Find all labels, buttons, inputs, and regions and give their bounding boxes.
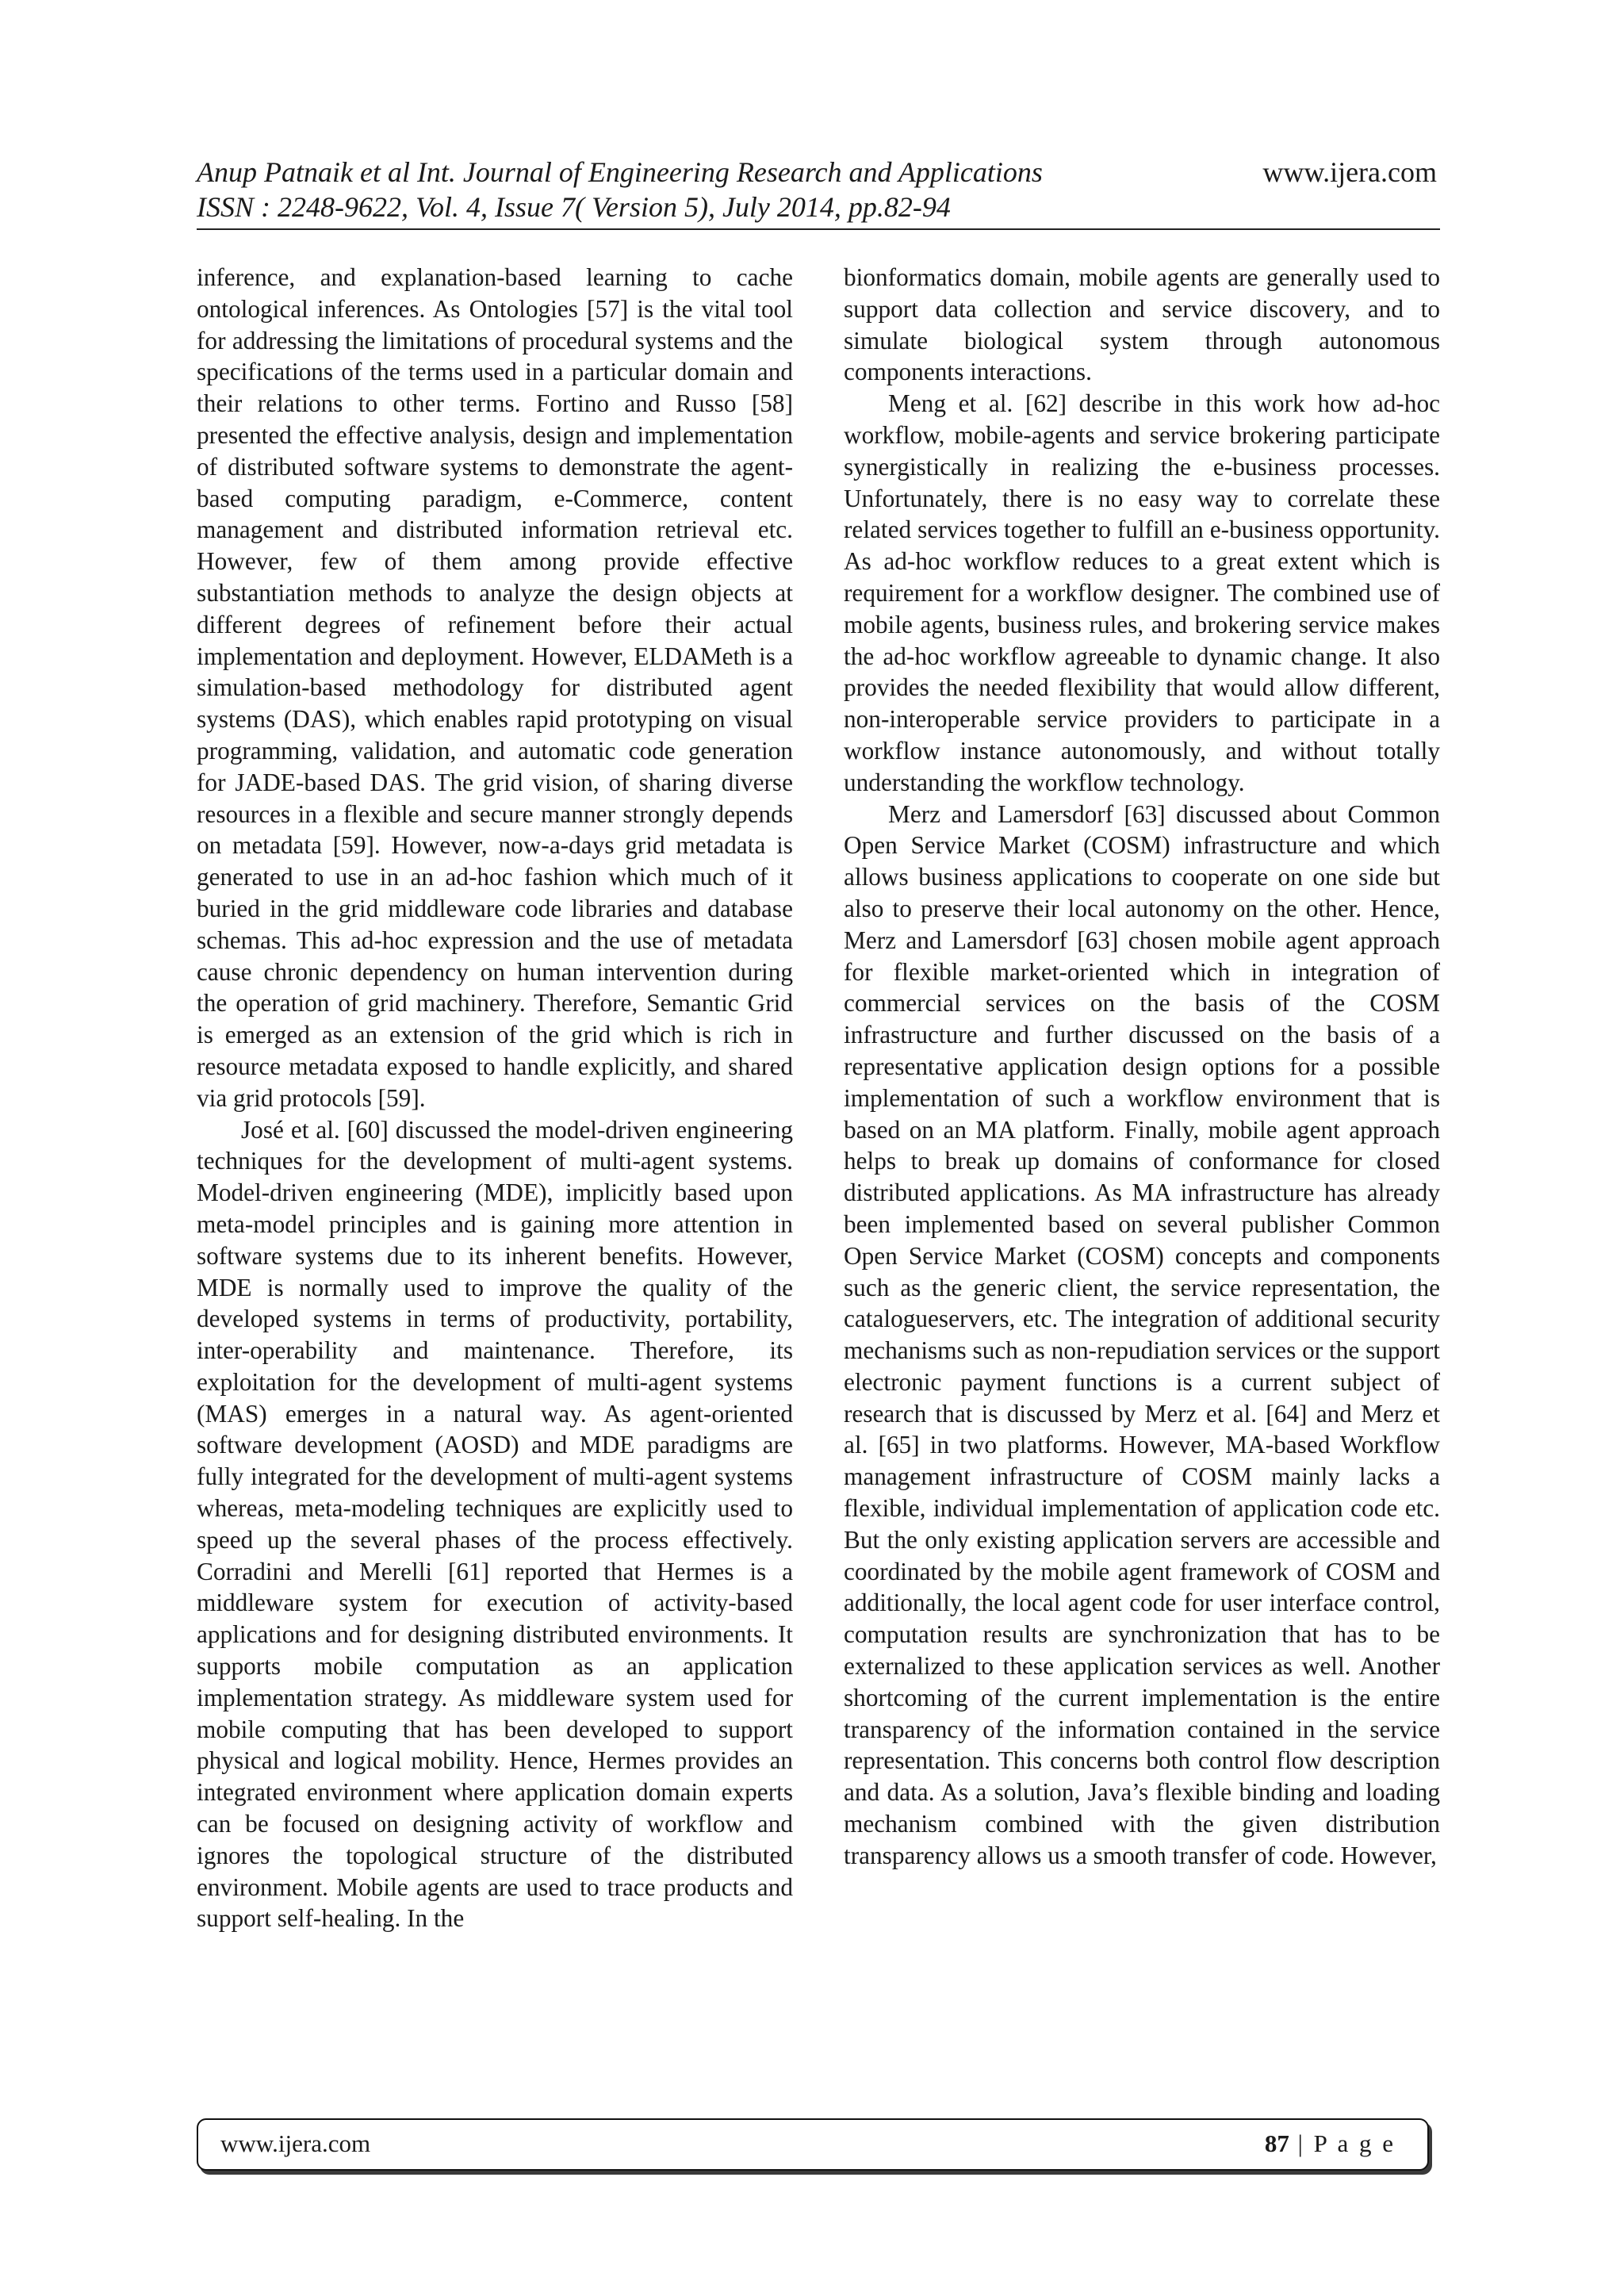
footer-website-link[interactable]: www.ijera.com — [220, 2129, 371, 2157]
body-paragraph: Merz and Lamersdorf [63] discussed about Common Open Service Market (COSM) infrastructure and which allows business applications to cooperate on one side but also to preserve their local autonomy on the other. Hence, Merz and Lamersdorf [63] chosen mobile agent approach for flexible market-oriented which in integration of commercial services on the basis of the COSM infrastructure and further discussed on the basis of a representative application design options for a possible implementation of such a workflow environment that is based on an MA platform. Finally, mobile agent approach helps to break up domains of conformance for closed distributed applications. As MA infrastructure has already been implemented based on several publisher Common Open Service Market (COSM) concepts and components such as the generic client, the service representation, the catalogueservers, etc. The integration of additional security mechanisms such as non-repudiation services or the support electronic payment functions is a current subject of research that is discussed by Merz et al. [64] and Merz et al. [65] in two platforms. However, MA-based Workflow management infrastructure of COSM mainly lacks a flexible, individual implementation of application code etc. But the only existing application servers are accessible and coordinated by the mobile agent framework of COSM and additionally, the local agent code for user interface control, computation results are synchronization that has to be externalized to these application services as well. Another shortcoming of the current implementation is the entire transparency of the information contained in the service representation. This concerns both control flow description and data. As a solution, Java’s flexible binding and loading mechanism combined with the given distribution transparency allows us a smooth transfer of code. However, — [844, 799, 1440, 1869]
page-number-value: 87 — [1264, 2129, 1289, 2157]
journal-citation-line1: Anup Patnaik et al Int. Journal of Engineering Research and Applications — [197, 156, 1043, 188]
body-paragraph: inference, and explanation-based learning to cache ontological inferences. As Ontologies [57] is the vital tool for addressing the limitations of procedural systems and the specifications of the terms used in a particular domain and their relations to other terms. Fortino and Russo [58] presented the effective analysis, design and implementation of distributed software systems to demonstrate the agent-based computing paradigm, e-Commerce, content management and distributed information retrieval etc. However, few of them among provide effective substantiation methods to analyze the design objects at different degrees of refinement before their actual implementation and deployment. However, ELDAMeth is a simulation-based methodology for distributed agent systems (DAS), which enables rapid prototyping on visual programming, validation, and automatic code generation for JADE-based DAS. The grid vision, of sharing diverse resources in a flexible and secure manner strongly depends on metadata [59]. However, now-a-days grid metadata is generated to use in an ad-hoc fashion which much of it buried in the grid middleware code libraries and database schemas. This ad-hoc expression and the use of metadata cause chronic dependency on human intervention during the operation of grid machinery. Therefore, Semantic Grid is emerged as an extension of the grid which is rich in resource metadata exposed to handle explicitly, and shared via grid protocols [59]. — [197, 263, 793, 1112]
header-website-link[interactable]: www.ijera.com — [1262, 156, 1437, 188]
body-paragraph: Meng et al. [62] describe in this work how ad-hoc workflow, mobile-agents and service brokering participate synergistically in realizing the e-business processes. Unfortunately, there is no easy way to correlate these related services together to fulfill an e-business opportunity. As ad-hoc workflow reduces to a great extent which is requirement for a workflow designer. The combined use of mobile agents, business rules, and brokering service makes the ad-hoc workflow agreeable to dynamic change. It also provides the needed flexibility that would allow different, non-interoperable service providers to participate in a workflow instance autonomously, and without totally understanding the workflow technology. — [844, 389, 1440, 796]
page-footer — [197, 2118, 1429, 2171]
running-header — [197, 155, 1440, 230]
right-text-column — [844, 262, 1440, 2102]
body-paragraph: bionformatics domain, mobile agents are generally used to support data collection and service discovery, and to simulate biological system through autonomous components interactions. — [844, 263, 1440, 386]
left-text-column — [197, 262, 793, 2102]
page-label: | P a g e — [1297, 2129, 1396, 2157]
journal-citation-line2: ISSN : 2248-9622, Vol. 4, Issue 7( Version 5), July 2014, pp.82-94 — [197, 191, 951, 223]
page-number — [1265, 2129, 1396, 2158]
body-paragraph: José et al. [60] discussed the model-driven engineering techniques for the development of multi-agent systems. Model-driven engineering (MDE), implicitly based upon meta-model principles and is gaining more attention in software systems due to its inherent benefits. However, MDE is normally used to improve the quality of the developed systems in terms of productivity, portability, inter-operability and maintenance. Therefore, its exploitation for the development of multi-agent systems (MAS) emerges in a natural way. As agent-oriented software development (AOSD) and MDE paradigms are fully integrated for the development of multi-agent systems whereas, meta-modeling techniques are explicitly used to speed up the several phases of the process effectively. Corradini and Merelli [61] reported that Hermes is a middleware system for execution of activity-based applications and for designing distributed environments. It supports mobile computation as an application implementation strategy. As middleware system used for mobile computing that has been developed to support physical and logical mobility. Hence, Hermes provides an integrated environment where application domain experts can be focused on designing activity of workflow and ignores the topological structure of the distributed environment. Mobile agents are used to trace products and support self-healing. In the — [197, 1115, 793, 1933]
